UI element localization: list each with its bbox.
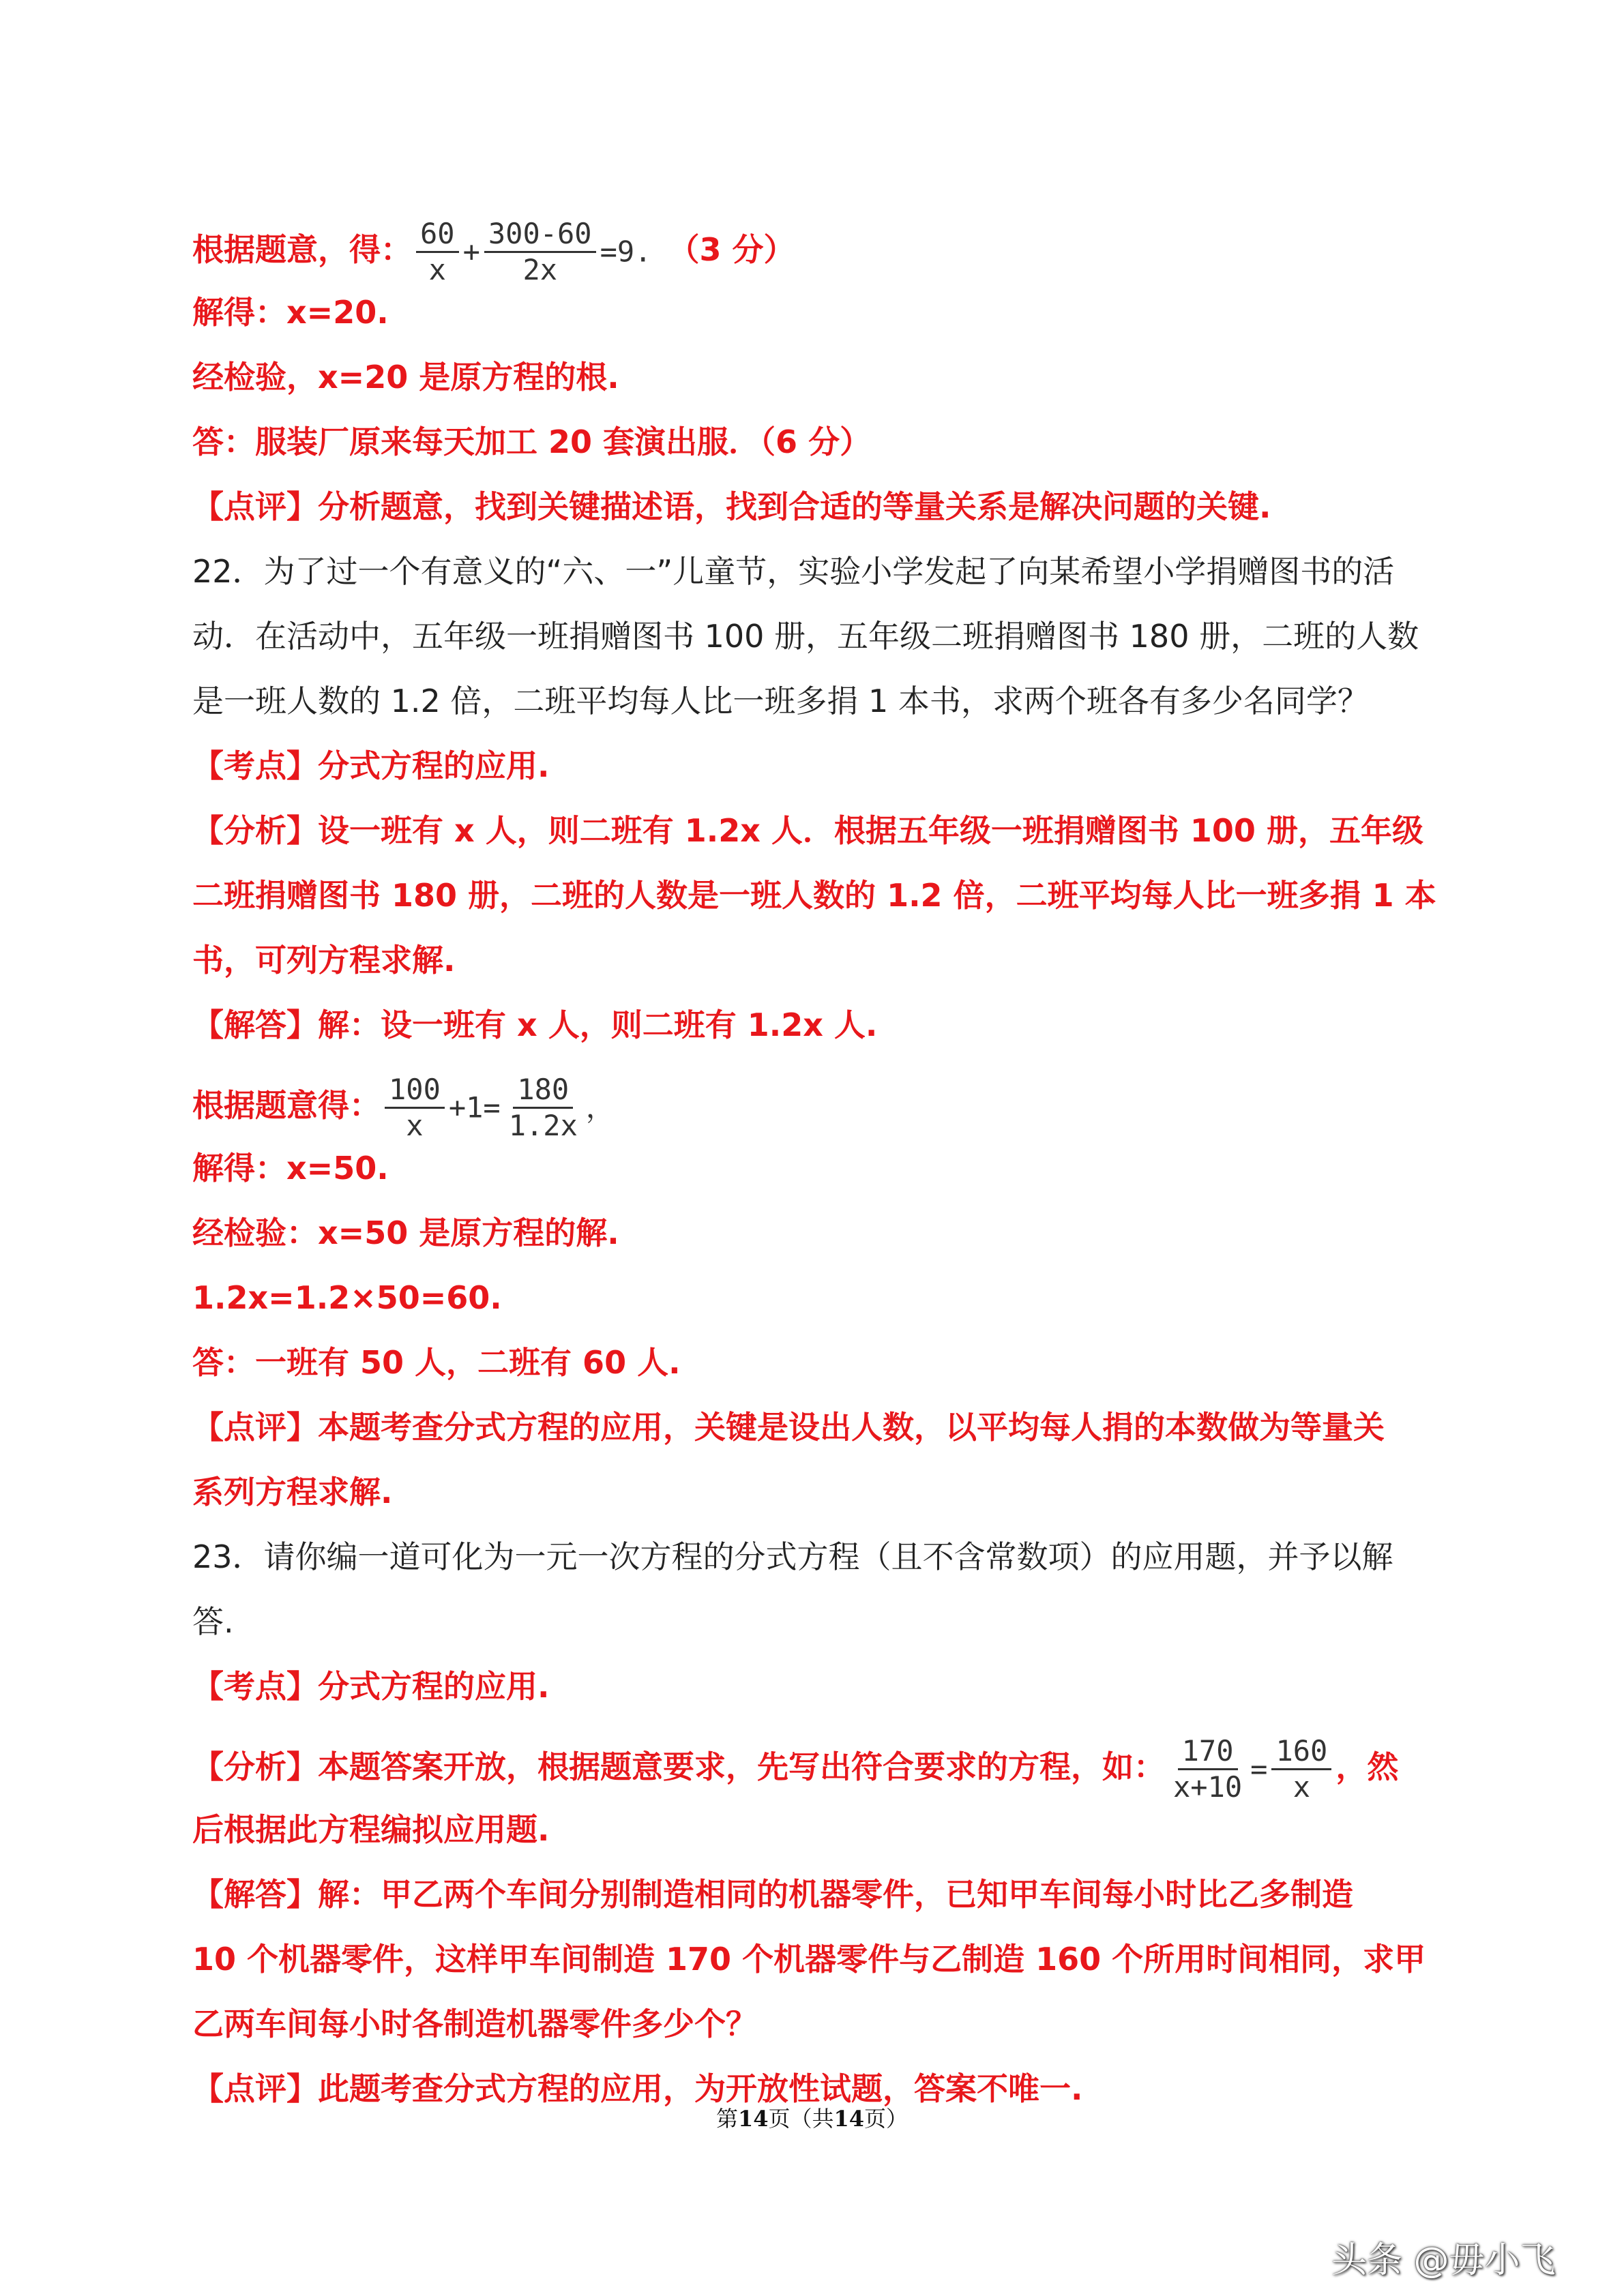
q22-text-line-3: 是一班人数的 1.2 倍，二班平均每人比一班多捐 1 本书，求两个班各有多少名同学？ (192, 683, 1369, 719)
fraction-denominator: 2x (522, 253, 558, 286)
q22-fenxi-line-1: 【分析】设一班有 x 人，则二班有 1.2x 人．根据五年级一班捐赠图书 100 册，五年级 (192, 812, 1423, 849)
q23-jieda-line-2: 10 个机器零件，这样甲车间制造 170 个机器零件与乙制造 160 个所用时间相同，求甲 (192, 1941, 1426, 1978)
fraction-denominator: x (428, 253, 446, 286)
q23-equals: = (1250, 1752, 1268, 1786)
page-footer (0, 2102, 1624, 2133)
q23-fenxi-line-1 (192, 1734, 1398, 1804)
q22-eq-mid: +1= (448, 1090, 501, 1124)
q21-eq-suffix: =9. (600, 235, 652, 269)
footer-text: 页（共 (768, 2106, 834, 2132)
q21-check: 经检验，x=20 是原方程的根. (192, 359, 619, 396)
q22-equation-line (192, 1073, 615, 1143)
q22-eq-suffix: ， (585, 1090, 615, 1124)
q22-check: 经检验：x=50 是原方程的解. (192, 1214, 619, 1251)
fraction-denominator: x (1293, 1770, 1311, 1804)
q23-jieda-line-3: 乙两车间每小时各制造机器零件多少个？ (192, 2006, 757, 2042)
q22-text-line-1: 22．为了过一个有意义的“六、一”儿童节，实验小学发起了向某希望小学捐赠图书的活 (192, 553, 1395, 590)
q23-fenxi-line-2: 后根据此方程编拟应用题. (192, 1811, 550, 1848)
fraction-numerator: 180 (513, 1073, 573, 1109)
q21-answer: 答：服装厂原来每天加工 20 套演出服．（6 分） (192, 423, 872, 460)
footer-page-number: 14 (737, 2106, 769, 2132)
q21-comment: 【点评】分析题意，找到关键描述语，找到合适的等量关系是解决问题的关键. (192, 488, 1271, 525)
q21-fraction-2 (484, 217, 596, 287)
q22-eq-prefix: 根据题意得： (192, 1087, 381, 1124)
fraction-numerator: 170 (1178, 1734, 1238, 1770)
q23-comment: 【点评】此题考查分式方程的应用，为开放性试题，答案不唯一. (192, 2070, 1083, 2107)
q21-plus: + (462, 235, 480, 269)
q21-score: （3 分） (668, 231, 795, 268)
q23-text-line-1: 23．请你编一道可化为一元一次方程的分式方程（且不含常数项）的应用题，并予以解 (192, 1538, 1393, 1575)
fraction-numerator: 160 (1271, 1734, 1331, 1770)
fraction-numerator: 60 (416, 217, 459, 253)
q22-fenxi-line-2: 二班捐赠图书 180 册，二班的人数是一班人数的 1.2 倍，二班平均每人比一班多捐 1 本 (192, 877, 1436, 914)
footer-text: 第 (715, 2106, 738, 2132)
q23-text-line-2: 答. (192, 1603, 234, 1640)
q22-comment-line-2: 系列方程求解. (192, 1474, 393, 1510)
fraction-numerator: 300-60 (484, 217, 596, 253)
q23-fraction-1 (1169, 1734, 1246, 1804)
fraction-denominator: 1.2x (508, 1109, 578, 1142)
q22-text-line-2: 动．在活动中，五年级一班捐赠图书 100 册，五年级二班捐赠图书 180 册，二班的人数 (192, 618, 1419, 655)
q21-solve: 解得：x=20. (192, 294, 389, 331)
fraction-denominator: x+10 (1173, 1770, 1243, 1804)
footer-text: 页） (864, 2106, 909, 2132)
q22-jieda: 【解答】解：设一班有 x 人，则二班有 1.2x 人. (192, 1007, 878, 1043)
q22-fraction-2 (505, 1073, 582, 1143)
q23-fenxi-suffix: ，然 (1335, 1748, 1399, 1785)
q23-fenxi-prefix: 【分析】本题答案开放，根据题意要求，先写出符合要求的方程，如： (192, 1748, 1165, 1785)
q21-fraction-1 (416, 217, 459, 287)
q23-fraction-2 (1271, 1734, 1331, 1804)
q23-jieda-line-1: 【解答】解：甲乙两个车间分别制造相同的机器零件，已知甲车间每小时比乙多制造 (192, 1876, 1353, 1913)
q22-answer: 答：一班有 50 人，二班有 60 人. (192, 1344, 681, 1381)
q22-solve: 解得：x=50. (192, 1150, 389, 1187)
q22-calc: 1.2x=1.2×50=60. (192, 1279, 502, 1316)
q22-comment-line-1: 【点评】本题考查分式方程的应用，关键是设出人数，以平均每人捐的本数做为等量关 (192, 1409, 1385, 1446)
q22-kaodian: 【考点】分式方程的应用. (192, 747, 550, 784)
q23-kaodian: 【考点】分式方程的应用. (192, 1668, 550, 1705)
fraction-numerator: 100 (385, 1073, 445, 1109)
q21-eq-prefix: 根据题意，得： (192, 231, 412, 268)
watermark: 头条 @毋小飞 (1331, 2240, 1556, 2281)
q21-equation-line (192, 217, 795, 287)
fraction-denominator: x (406, 1109, 424, 1142)
footer-total-pages: 14 (833, 2106, 865, 2132)
q22-fraction-1 (385, 1073, 445, 1143)
q22-fenxi-line-3: 书，可列方程求解. (192, 942, 456, 979)
